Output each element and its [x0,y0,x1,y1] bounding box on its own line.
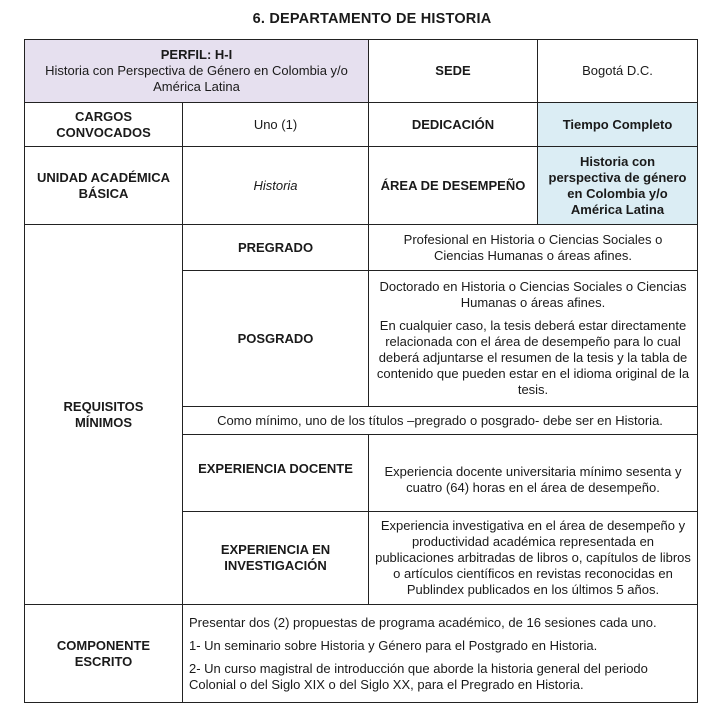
investigacion-label: EXPERIENCIA EN INVESTIGACIÓN [183,512,369,605]
posgrado-text-1: Doctorado en Historia o Ciencias Sociales o Ciencias Humanas o áreas afines. [379,279,687,310]
pregrado-text: Profesional en Historia o Ciencias Sociales o Ciencias Humanas o áreas afines. [403,231,663,263]
perfil-cell [25,40,369,103]
posgrado-text-2: En cualquier caso, la tesis deberá estar directamente relacionada con el área de desempeño para lo cual deberá adjuntarse el resumen de la tesis y la tabla de contenido que pueden estar en el idioma original de la tesis. [376,318,690,397]
posgrado-label: POSGRADO [183,271,369,407]
pregrado-label: PREGRADO [183,225,369,271]
componente-value [183,605,698,703]
pregrado-value [369,225,698,271]
unidad-value: Historia [183,147,369,225]
minimo-note: Como mínimo, uno de los títulos –pregrado o posgrado- debe ser en Historia. [183,407,698,435]
sede-label: SEDE [369,40,538,103]
perfil-text: Historia con Perspectiva de Género en Colombia y/o América Latina [45,63,348,94]
cargos-label: CARGOS CONVOCADOS [25,103,183,147]
docente-value: Experiencia docente universitaria mínimo sesenta y cuatro (64) horas en el área de desempeño. [369,435,698,512]
area-value: Historia con perspectiva de género en Colombia y/o América Latina [538,147,698,225]
profile-table [24,39,698,703]
dedicacion-label: DEDICACIÓN [369,103,538,147]
investigacion-value: Experiencia investigativa en el área de desempeño y productividad académica representada en publicaciones arbitradas de libros o, capítulos de libros o artículos científicos en revistas reconocidas en Publindex publicados en los últimos 5 años. [369,512,698,605]
area-label: ÁREA DE DESEMPEÑO [369,147,538,225]
docente-label: EXPERIENCIA DOCENTE [183,435,369,512]
cargos-value: Uno (1) [183,103,369,147]
perfil-label: PERFIL: H-I [160,47,233,62]
componente-p2: 1- Un seminario sobre Historia y Género para el Postgrado en Historia. [189,637,598,653]
posgrado-value [369,271,698,407]
sede-value: Bogotá D.C. [538,40,698,103]
requisitos-label: REQUISITOS MÍNIMOS [25,225,183,605]
dedicacion-value: Tiempo Completo [538,103,698,147]
unidad-label: UNIDAD ACADÉMICA BÁSICA [25,147,183,225]
page-title: 6. DEPARTAMENTO DE HISTORIA [252,11,492,27]
componente-p1: Presentar dos (2) propuestas de programa académico, de 16 sesiones cada uno. [189,614,657,630]
componente-p3: 2- Un curso magistral de introducción que aborde la historia general del periodo Colonial o del Siglo XIX o del Siglo XX, para el Pregrado en Historia. [189,660,648,692]
componente-label: COMPONENTE ESCRITO [25,605,183,703]
